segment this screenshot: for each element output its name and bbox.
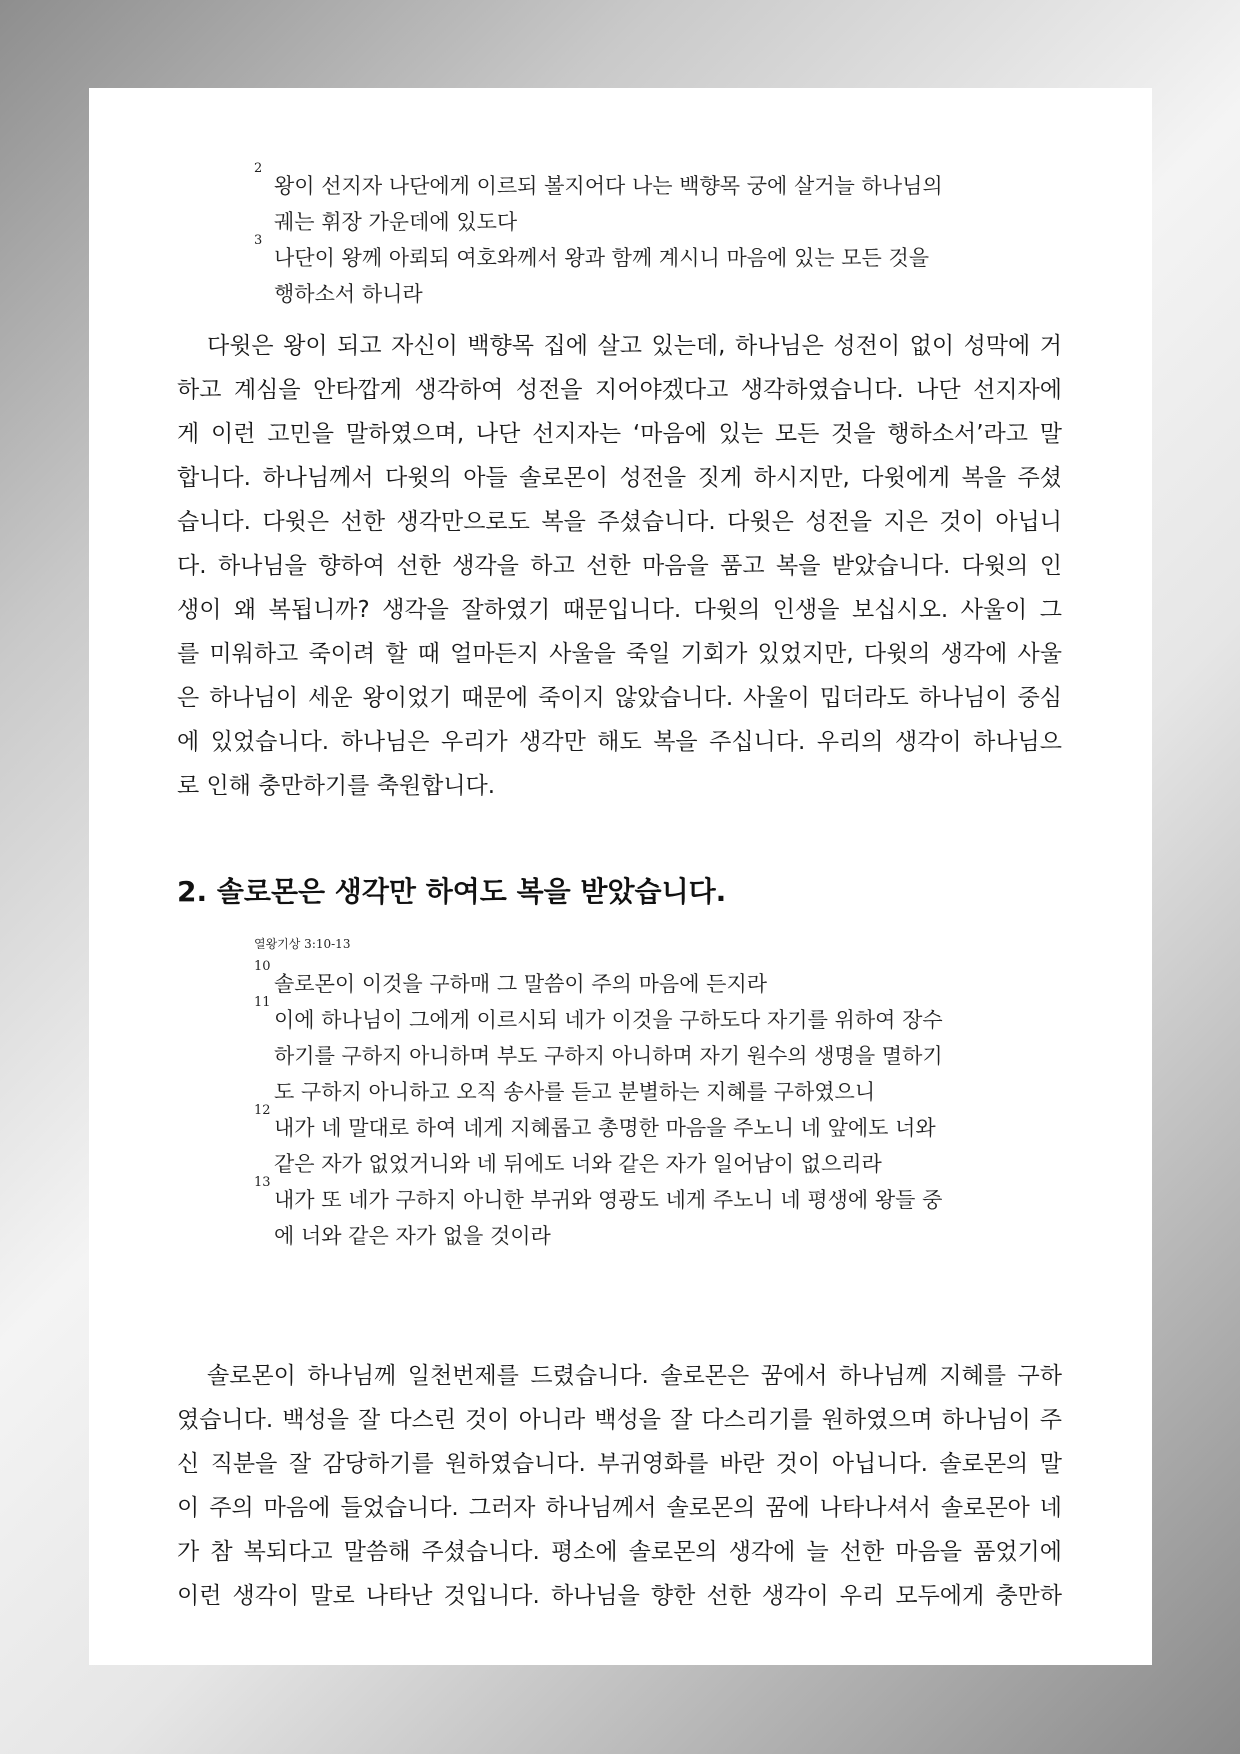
verse-line: 내가 네 말대로 하여 네게 지혜롭고 총명한 마음을 주노니 네 앞에도 너와	[274, 1116, 936, 1140]
paragraph-2	[177, 1354, 1062, 1618]
scripture-block-1	[254, 161, 994, 312]
verse-12	[254, 1103, 994, 1182]
paragraph-line: 로 인해 충만하기를 축원합니다.	[177, 773, 496, 799]
verse-line: 도 구하지 아니하고 오직 송사를 듣고 분별하는 지혜를 구하였으니	[274, 1080, 876, 1104]
paragraph-line: 였습니다. 백성을 잘 다스린 것이 아니라 백성을 잘 다스리기를 원하였으며 하나님이 주	[177, 1407, 1062, 1433]
paragraph-line: 하고 계심을 안타깝게 생각하여 성전을 지어야겠다고 생각하였습니다. 나단 선지자에	[177, 377, 1062, 403]
verse-number: 13	[254, 1175, 271, 1190]
verse-line: 왕이 선지자 나단에게 이르되 볼지어다 나는 백향목 궁에 살거늘 하나님의	[274, 174, 943, 198]
paragraph-1	[177, 324, 1062, 808]
paragraph-line: 다. 하나님을 향하여 선한 생각을 하고 선한 마음을 품고 복을 받았습니다. 다윗의 인	[177, 553, 1062, 579]
paragraph-line: 솔로몬이 하나님께 일천번제를 드렸습니다. 솔로몬은 꿈에서 하나님께 지혜를 구하	[207, 1363, 1062, 1389]
verse-line: 궤는 휘장 가운데에 있도다	[274, 210, 518, 234]
paragraph-line: 합니다. 하나님께서 다윗의 아들 솔로몬이 성전을 짓게 하시지만, 다윗에게 복을 주셨	[177, 465, 1062, 491]
verse-line: 에 너와 같은 자가 없을 것이라	[274, 1224, 551, 1248]
document-page	[89, 88, 1152, 1665]
verse-number: 12	[254, 1103, 271, 1118]
verse-line: 나단이 왕께 아뢰되 여호와께서 왕과 함께 계시니 마음에 있는 모든 것을	[274, 246, 930, 270]
verse-13	[254, 1175, 994, 1254]
paragraph-line: 가 참 복되다고 말씀해 주셨습니다. 평소에 솔로몬의 생각에 늘 선한 마음을 품었기에	[177, 1539, 1062, 1565]
section-heading: 2. 솔로몬은 생각만 하여도 복을 받았습니다.	[177, 875, 727, 908]
scripture-reference: 열왕기상 3:10-13	[254, 937, 351, 951]
verse-number: 10	[254, 959, 271, 974]
paragraph-line: 신 직분을 잘 감당하기를 원하였습니다. 부귀영화를 바란 것이 아닙니다. 솔로몬의 말	[177, 1451, 1062, 1477]
scripture-block-2	[254, 936, 994, 1254]
paragraph-line: 게 이런 고민을 말하였으며, 나단 선지자는 ‘마음에 있는 모든 것을 행하소서’라고 말	[177, 421, 1062, 447]
paragraph-line: 은 하나님이 세운 왕이었기 때문에 죽이지 않았습니다. 사울이 밉더라도 하나님이 중심	[177, 685, 1062, 711]
paragraph-line: 다윗은 왕이 되고 자신이 백향목 집에 살고 있는데, 하나님은 성전이 없이 성막에 거	[207, 333, 1062, 359]
verse-10	[254, 959, 994, 1002]
verse-number: 3	[254, 233, 263, 248]
verse-11	[254, 995, 994, 1110]
verse-number: 2	[254, 161, 263, 176]
paragraph-line: 이 주의 마음에 들었습니다. 그러자 하나님께서 솔로몬의 꿈에 나타나셔서 솔로몬아 네	[177, 1495, 1062, 1521]
verse-line: 솔로몬이 이것을 구하매 그 말씀이 주의 마음에 든지라	[274, 972, 768, 996]
verse-number: 11	[254, 995, 271, 1010]
paragraph-line: 에 있었습니다. 하나님은 우리가 생각만 해도 복을 주십니다. 우리의 생각이 하나님으	[177, 729, 1062, 755]
paragraph-line: 를 미워하고 죽이려 할 때 얼마든지 사울을 죽일 기회가 있었지만, 다윗의 생각에 사울	[177, 641, 1062, 667]
paragraph-line: 습니다. 다윗은 선한 생각만으로도 복을 주셨습니다. 다윗은 성전을 지은 것이 아닙니	[177, 509, 1062, 535]
verse-line: 하기를 구하지 아니하며 부도 구하지 아니하며 자기 원수의 생명을 멸하기	[274, 1044, 943, 1068]
verse-2	[254, 161, 994, 240]
verse-3	[254, 233, 994, 312]
paragraph-line: 생이 왜 복됩니까? 생각을 잘하였기 때문입니다. 다윗의 인생을 보십시오. 사울이 그	[177, 597, 1062, 623]
verse-line: 같은 자가 없었거니와 네 뒤에도 너와 같은 자가 일어남이 없으리라	[274, 1152, 882, 1176]
verse-line: 이에 하나님이 그에게 이르시되 네가 이것을 구하도다 자기를 위하여 장수	[274, 1008, 943, 1032]
verse-line: 행하소서 하니라	[274, 282, 423, 306]
verse-line: 내가 또 네가 구하지 아니한 부귀와 영광도 네게 주노니 네 평생에 왕들 중	[274, 1188, 943, 1212]
paragraph-line: 이런 생각이 말로 나타난 것입니다. 하나님을 향한 선한 생각이 우리 모두에게 충만하	[177, 1583, 1062, 1609]
